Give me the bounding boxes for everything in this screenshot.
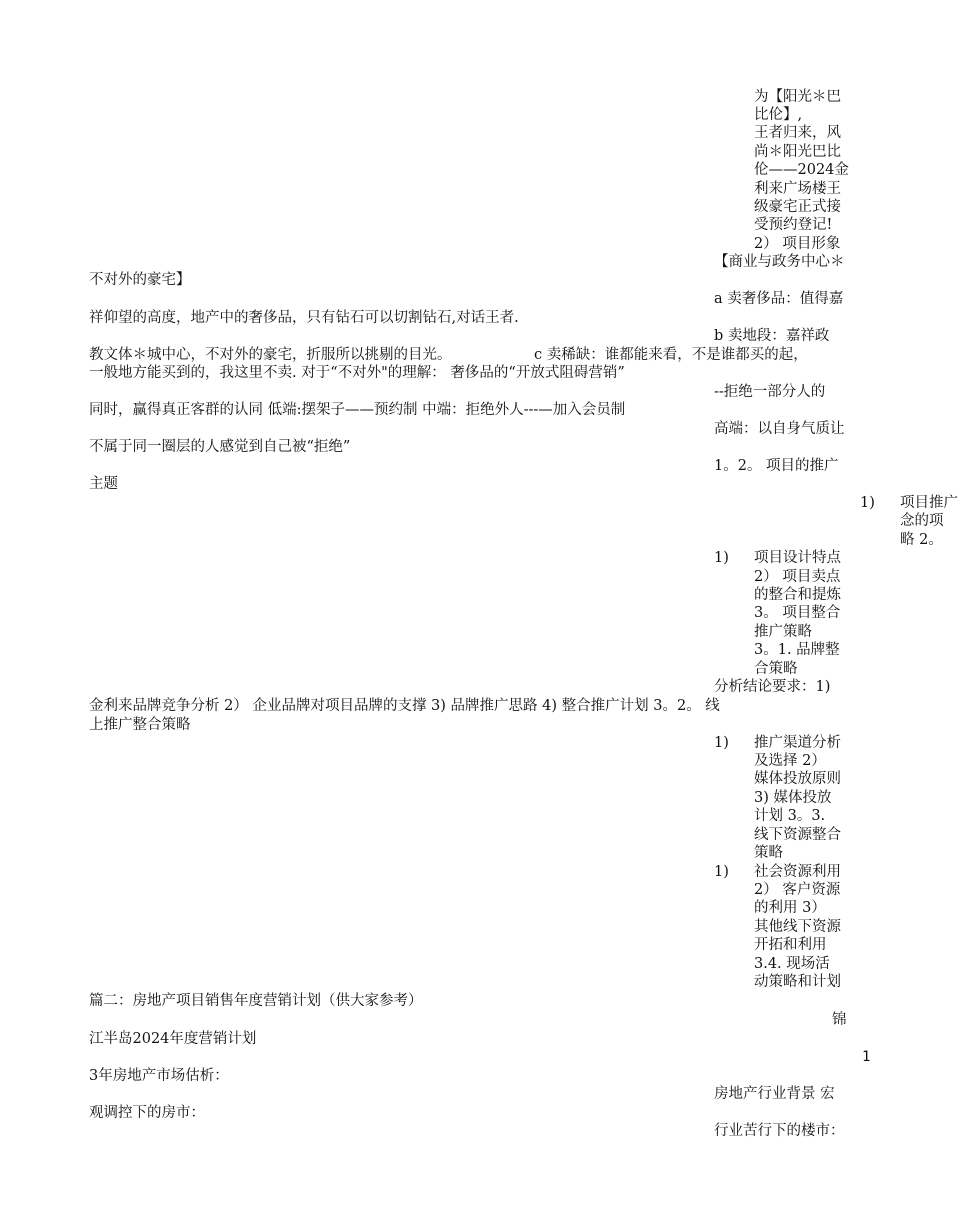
text-line: c 卖稀缺：谁都能来看，不是谁都买的起， <box>534 347 808 363</box>
text-line: 略 2。 <box>900 532 943 548</box>
text-line: 利来广场楼王 <box>754 181 841 197</box>
text-line: 房地产行业背景 宏 <box>714 1086 835 1102</box>
text-line: b 卖地段：嘉祥政 <box>714 328 830 344</box>
section-heading: 篇二：房地产项目销售年度营销计划（供大家参考） <box>89 993 423 1009</box>
list-number: 1) <box>714 735 729 751</box>
page-number: 1 <box>862 1049 871 1065</box>
list-item: 2） 客户资源 <box>754 882 841 898</box>
list-item: 策略 <box>754 845 783 861</box>
text-line: 观调控下的房市： <box>89 1105 205 1121</box>
list-item: 媒体投放原则 <box>754 771 841 787</box>
text-line: 江半岛2024年度营销计划 <box>89 1031 257 1047</box>
list-item: 推广渠道分析 <box>754 735 841 751</box>
text-line: 伦——2024金 <box>754 162 849 178</box>
text-line: 主题 <box>89 476 118 492</box>
list-item: 合策略 <box>754 661 798 677</box>
text-line: 受预约登记! <box>754 217 833 233</box>
list-item: 的利用 3） <box>754 900 826 916</box>
text-line: 尚＊阳光巴比 <box>754 144 841 160</box>
list-item: 及选择 2） <box>754 753 826 769</box>
list-item: 社会资源利用 <box>754 864 841 880</box>
text-line: 2） 项目形象 <box>754 236 841 252</box>
text-line: a 卖奢侈品：值得嘉 <box>714 291 844 307</box>
list-item: 动策略和计划 <box>754 974 841 990</box>
list-number: 1) <box>714 864 729 880</box>
text-line: 分析结论要求：1) <box>714 679 831 695</box>
list-item: 3) 媒体投放 <box>754 790 832 806</box>
list-item: 开拓和利用 <box>754 937 827 953</box>
list-number: 1) <box>860 495 875 511</box>
text-line: 祥仰望的高度，地产中的奢侈品，只有钻石可以切割钻石,对话王者. <box>89 310 519 326</box>
text-line: 一般地方能买到的，我这里不卖. 对于“不对外"的理解： 奢侈品的“开放式阻碍营销” <box>89 365 625 381</box>
list-item: 推广策略 <box>754 624 812 640</box>
text-line: 项目推广 <box>900 495 958 511</box>
list-item: 3.4. 现场活 <box>754 956 830 972</box>
text-line: 【商业与政务中心＊ <box>714 254 845 270</box>
text-line: 锦 <box>832 1012 847 1028</box>
text-line: 不属于同一圈层的人感觉到自己被“拒绝” <box>89 439 351 455</box>
text-line: 级豪宅正式接 <box>754 199 841 215</box>
text-line: 行业苦行下的楼市： <box>714 1123 845 1139</box>
text-line: 上推广整合策略 <box>89 717 191 733</box>
text-line: 教文体＊城中心，不对外的豪宅，折服所以挑剔的目光。 <box>89 347 452 363</box>
list-item: 2） 项目卖点 <box>754 569 841 585</box>
text-line: 念的项 <box>900 513 944 529</box>
text-line: 高端：以自身气质让 <box>714 421 845 437</box>
list-item: 3。 项目整合 <box>754 605 841 621</box>
text-line: 王者归来，风 <box>754 125 841 141</box>
text-line: 1。2。 项目的推广 <box>714 458 839 474</box>
list-item: 的整合和提炼 <box>754 587 841 603</box>
text-line: 同时，赢得真正客群的认同 低端:摆架子——预约制 中端：拒绝外人---—加入会员制 <box>89 402 626 418</box>
text-line: 3年房地产市场估析： <box>89 1068 229 1084</box>
text-line: --拒绝一部分人的 <box>714 384 826 400</box>
list-item: 3。1. 品牌整 <box>754 642 840 658</box>
list-number: 1) <box>714 550 729 566</box>
list-item: 计划 3。3. <box>754 808 826 824</box>
text-line: 不对外的豪宅】 <box>89 272 191 288</box>
list-item: 其他线下资源 <box>754 919 841 935</box>
text-line: 金利来品牌竞争分析 2） 企业品牌对项目品牌的支撑 3) 品牌推广思路 4) 整合推广计划 3。2。 线 <box>89 698 720 714</box>
list-item: 线下资源整合 <box>754 827 841 843</box>
list-item: 项目设计特点 <box>754 550 841 566</box>
text-line: 比伦】, <box>754 107 803 123</box>
text-line: 为【阳光＊巴 <box>754 89 841 105</box>
